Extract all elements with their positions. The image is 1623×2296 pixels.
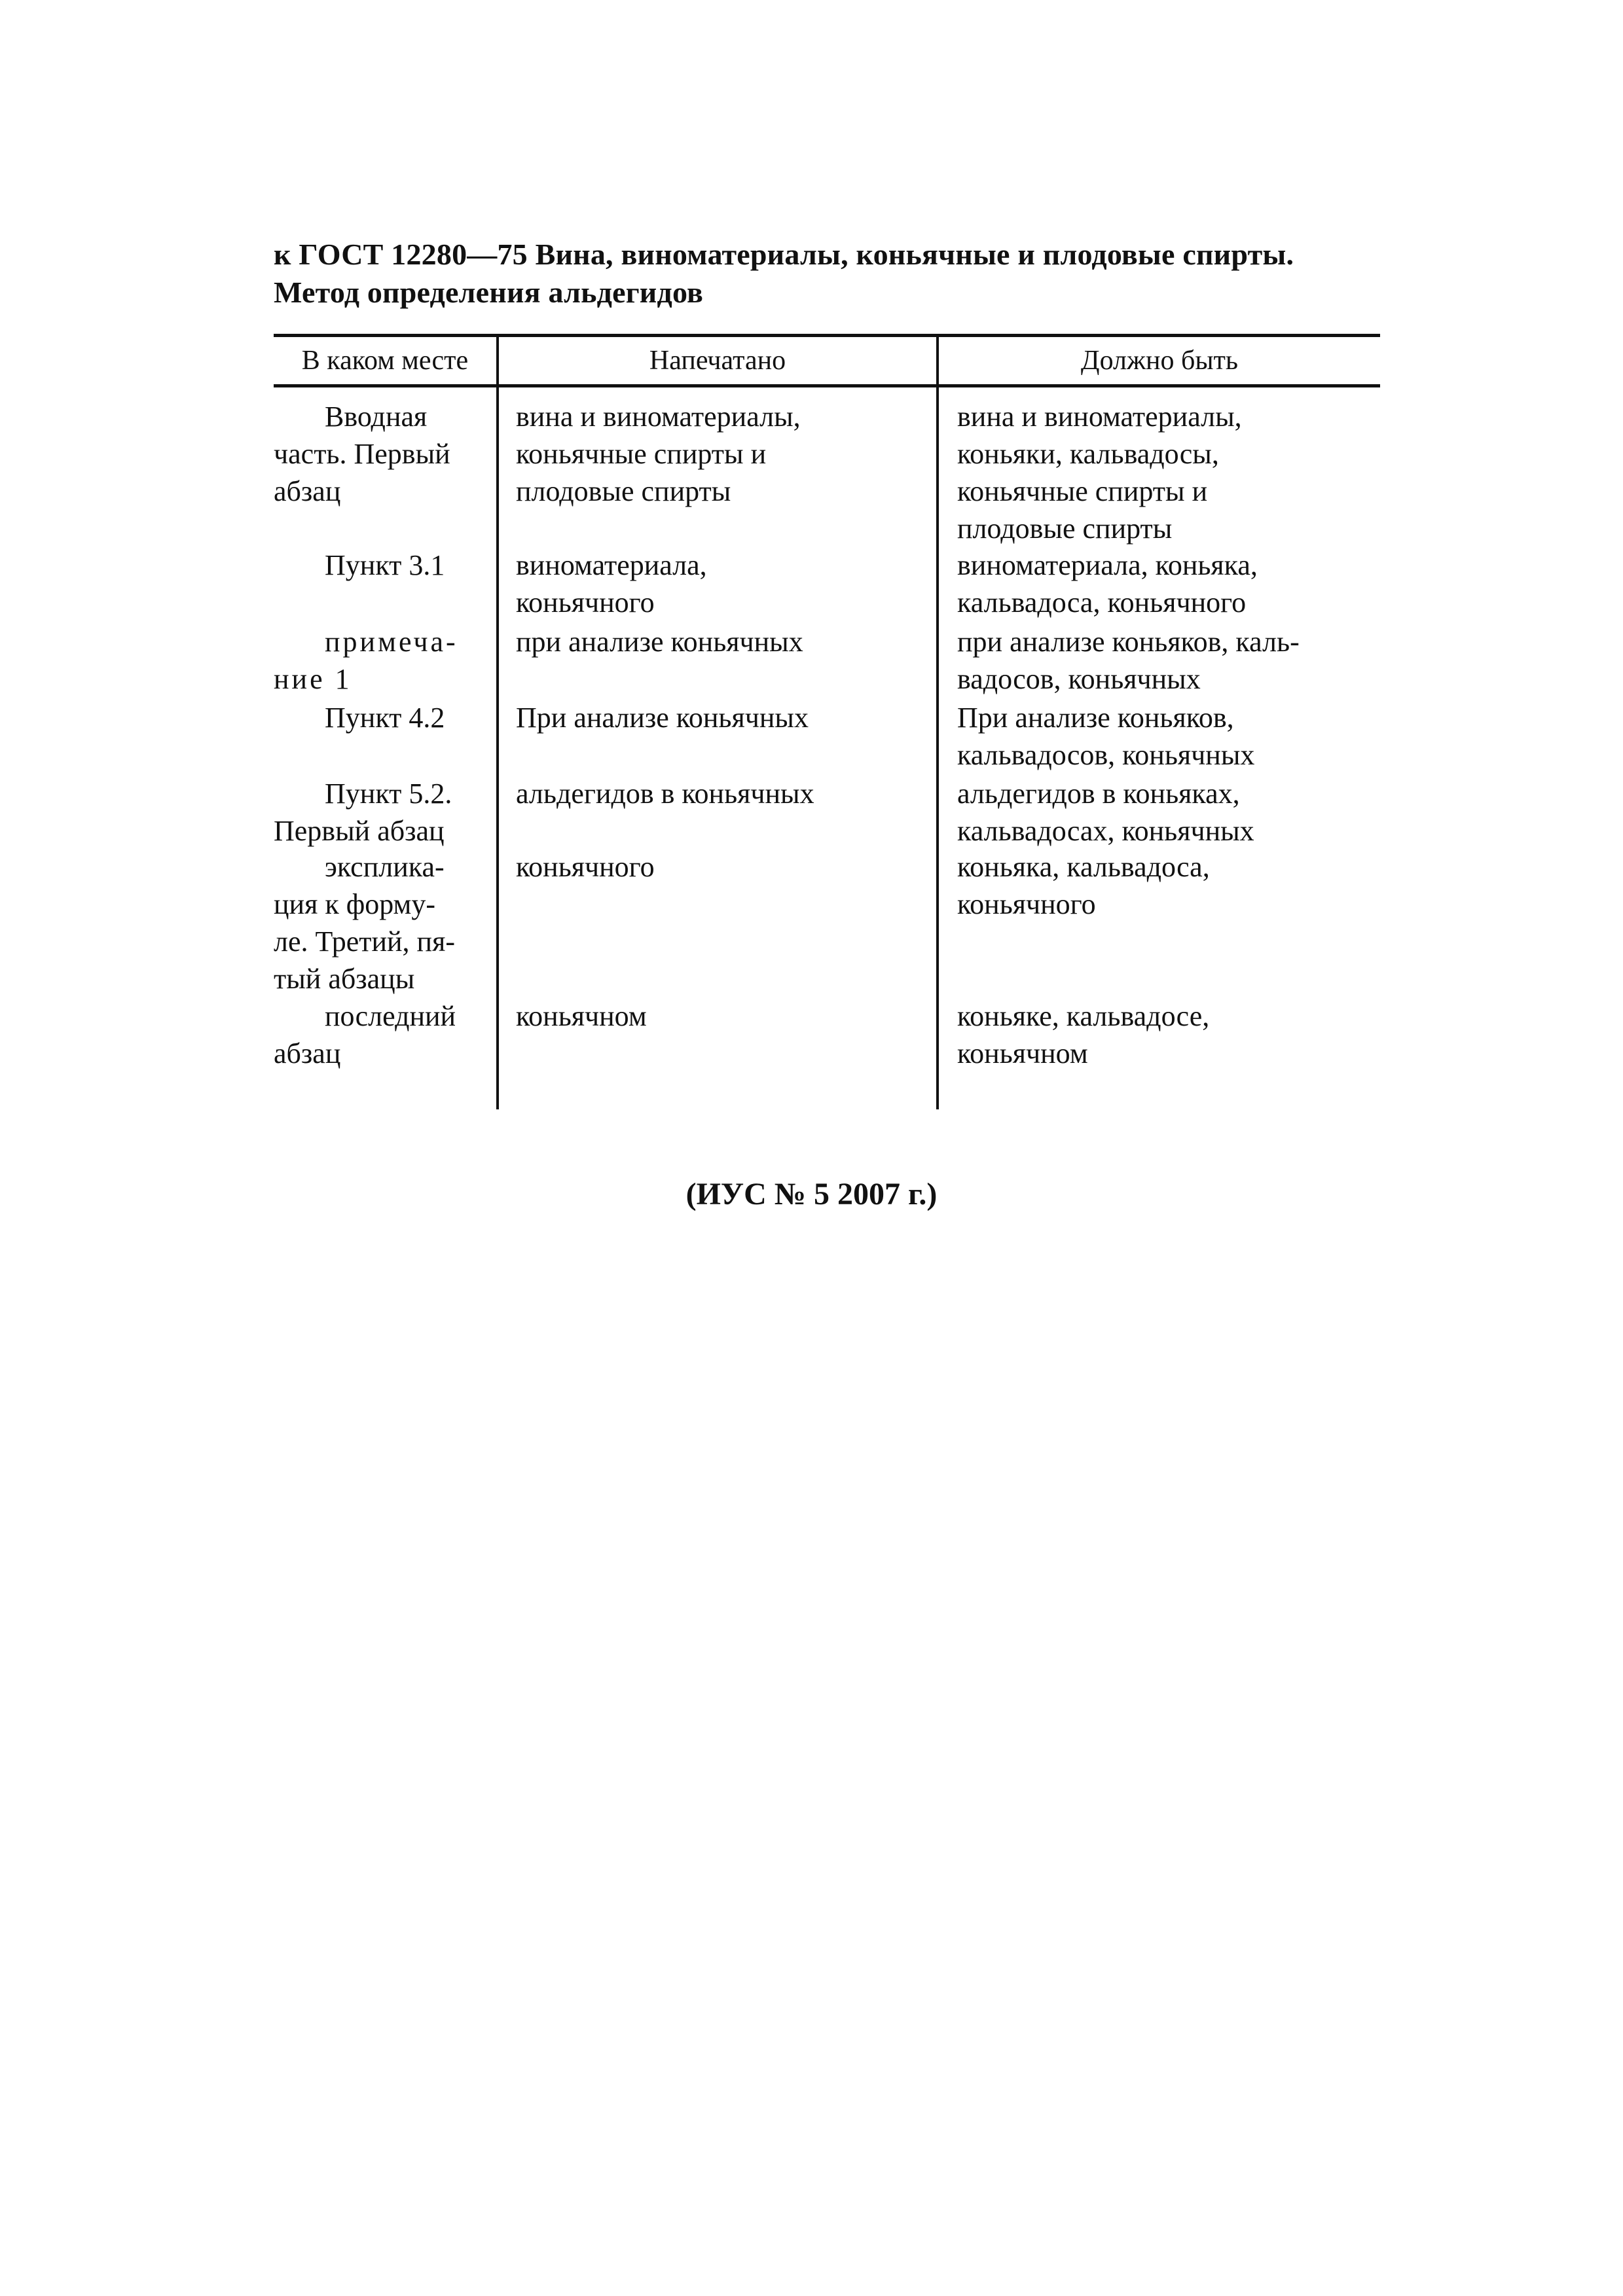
title-line-2: Метод определения альдегидов (274, 276, 704, 309)
row-3-printed: при анализе коньячных (516, 626, 803, 658)
row-7-should-be: коньяке, кальвадосе, коньячном (957, 1000, 1210, 1069)
row-7-place: последний абзац (274, 1000, 456, 1069)
table-top-rule (274, 334, 1380, 337)
row-6-should-be: коньяка, кальвадоса, коньячного (957, 851, 1210, 920)
row-2-place: Пункт 3.1 (325, 549, 445, 581)
column-divider-2 (936, 334, 939, 1109)
row-4-place: Пункт 4.2 (325, 702, 445, 734)
row-5-printed: альдегидов в коньячных (516, 778, 814, 810)
row-5-should-be: альдегидов в коньяках, кальвадосах, коньячных (957, 778, 1254, 847)
row-3-place: примеча- ние 1 (274, 626, 458, 695)
row-2-printed: виноматериала, коньячного (516, 549, 707, 619)
row-2-should-be: виноматериала, коньяка, кальвадоса, коньячного (957, 549, 1258, 619)
publication-reference: (ИУС № 5 2007 г.) (685, 1177, 938, 1211)
row-4-printed: При анализе коньячных (516, 702, 809, 734)
row-6-place: эксплика- ция к форму- ле. Третий, пя- тый абзацы (274, 851, 455, 995)
table-header-rule (274, 384, 1380, 387)
row-1-printed: вина и виноматериалы, коньячные спирты и плодовые спирты (516, 401, 801, 507)
header-printed: Напечатано (649, 346, 786, 376)
row-1-place: Вводная часть. Первый абзац (274, 401, 450, 507)
title-line-1: к ГОСТ 12280—75 Вина, виноматериалы, коньячные и плодовые спирты. (274, 238, 1294, 271)
header-place: В каком месте (301, 346, 469, 376)
row-6-printed: коньячного (516, 851, 655, 883)
header-should-be: Должно быть (1080, 346, 1239, 376)
row-4-should-be: При анализе коньяков, кальвадосов, коньячных (957, 702, 1255, 771)
row-1-should-be: вина и виноматериалы, коньяки, кальвадосы, коньячные спирты и плодовые спирты (957, 401, 1242, 545)
column-divider-1 (496, 334, 499, 1109)
document-title (274, 236, 1387, 312)
corrections-table (274, 334, 1380, 1109)
row-7-printed: коньячном (516, 1000, 647, 1032)
row-3-should-be: при анализе коньяков, каль- вадосов, коньячных (957, 626, 1300, 695)
row-5-place: Пункт 5.2. Первый абзац (274, 778, 452, 847)
